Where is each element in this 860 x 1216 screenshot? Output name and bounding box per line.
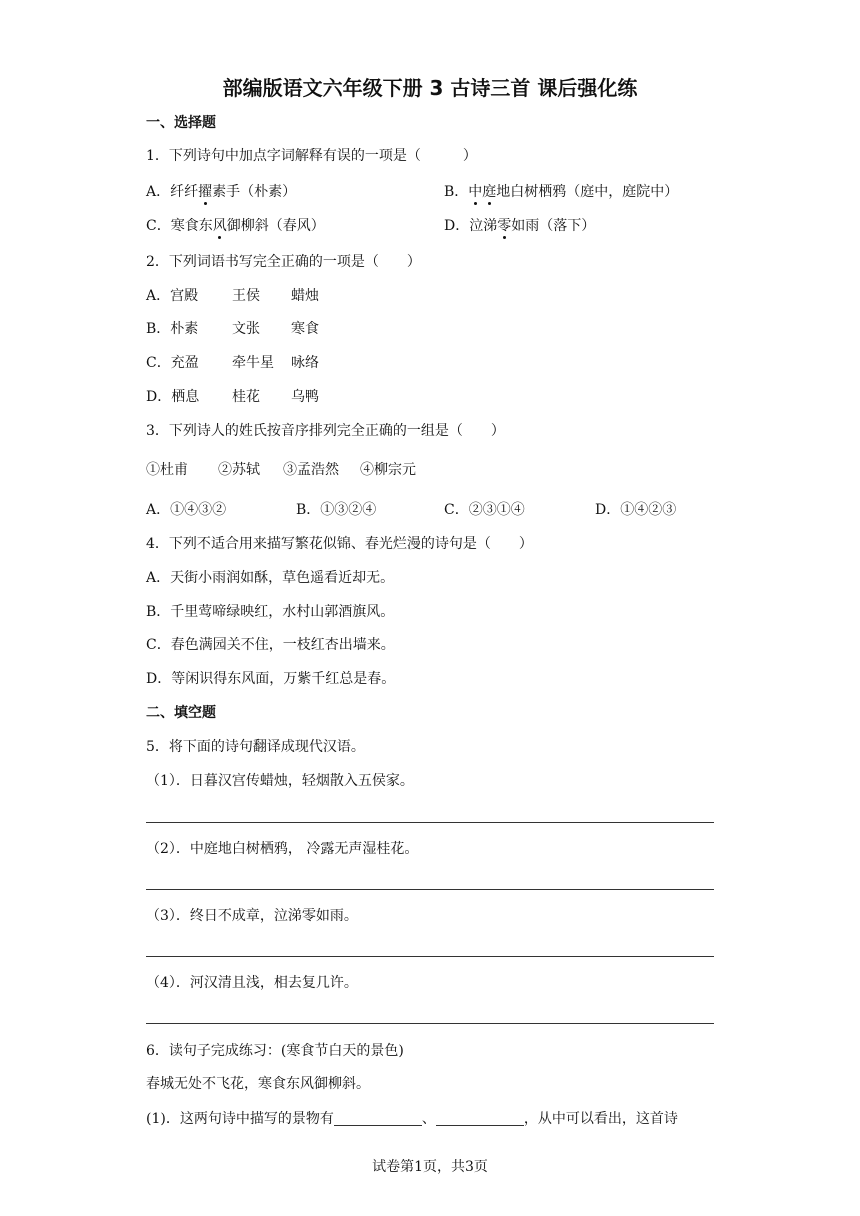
q2-c-word-2: 牵牛星 (232, 355, 274, 371)
q6-poem-line: 春城无处不飞花，寒食东风御柳斜。 (146, 1076, 370, 1092)
q1-a-dotted-char: 擢 (198, 184, 213, 200)
q1-option-c (146, 219, 325, 233)
q2-b-word-2: 文张 (232, 321, 260, 337)
q1-b-post: 地白树栖鸦（庭中，庭院中） (496, 184, 679, 200)
q3-poet-3: ③孟浩然 (283, 462, 339, 478)
q1-stem: 1．下列诗句中加点字词解释有误的一项是（ ） (146, 148, 477, 164)
q5-answer-line-4[interactable] (146, 1023, 714, 1024)
q4-stem: 4．下列不适合用来描写繁花似锦、春光烂漫的诗句是（ ） (146, 536, 533, 552)
q2-option-c (146, 355, 319, 371)
q1-option-b (444, 185, 678, 199)
q5-answer-line-1[interactable] (146, 822, 714, 823)
q3-option-d: D．①④②③ (595, 502, 677, 518)
q6-stem: 6．读句子完成练习：(寒食节白天的景色) (146, 1043, 404, 1059)
q4-option-a: A．天街小雨润如酥，草色遥看近却无。 (146, 570, 395, 586)
q1-option-d (444, 219, 595, 233)
q6-sub1-prefix: (1)．这两句诗中描写的景物有 (146, 1111, 334, 1127)
q1-b-dotted-char-2: 庭 (482, 184, 497, 200)
q1-a-pre: A．纤纤 (146, 184, 199, 200)
q1-a-post: 素手（朴素） (212, 184, 297, 200)
q1-c-dotted-char: 风 (212, 218, 227, 234)
q2-c-word-3: 咏络 (291, 355, 319, 371)
q3-option-a: A．①④③② (146, 502, 227, 518)
q3-option-c: C．②③①④ (444, 502, 525, 518)
q4-option-d: D．等闲识得东风面，万紫千红总是春。 (146, 671, 396, 687)
section-choice-heading: 一、选择题 (146, 115, 216, 131)
q6-blank-2[interactable] (436, 1111, 524, 1126)
q2-a-word-3: 蜡烛 (291, 288, 319, 304)
q2-c-word-1: C．充盈 (146, 355, 199, 371)
q3-poet-1: ①杜甫 (146, 462, 188, 478)
section-fill-heading: 二、填空题 (146, 705, 216, 721)
page-title: 部编版语文六年级下册 3 古诗三首 课后强化练 (222, 76, 638, 100)
q3-poet-4: ④柳宗元 (360, 462, 416, 478)
q6-sub1-suffix: ，从中可以看出，这首诗 (523, 1111, 678, 1127)
q2-d-word-3: 乌鸭 (291, 389, 319, 405)
q5-item-3: （3）．终日不成章，泣涕零如雨。 (146, 908, 358, 924)
q3-stem: 3．下列诗人的姓氏按音序排列完全正确的一组是（ ） (146, 423, 505, 439)
q2-option-a (146, 288, 319, 304)
q2-b-word-3: 寒食 (291, 321, 319, 337)
q1-option-a (146, 185, 296, 199)
q6-sub1 (146, 1111, 678, 1126)
q3-option-b: B．①③②④ (296, 502, 377, 518)
q6-sub1-separator: 、 (421, 1111, 436, 1127)
q2-d-word-1: D．栖息 (146, 389, 200, 405)
q1-d-post: 如雨（落下） (511, 218, 596, 234)
q5-stem: 5．将下面的诗句翻译成现代汉语。 (146, 739, 365, 755)
q1-b-dotted-char-1: 中 (468, 184, 483, 200)
q4-option-c: C．春色满园关不住，一枝红杏出墙来。 (146, 637, 395, 653)
q2-a-word-2: 王侯 (232, 288, 260, 304)
q2-option-b (146, 321, 319, 337)
q2-a-word-1: A．宫殿 (146, 288, 199, 304)
q4-option-b: B．千里莺啼绿映红，水村山郭酒旗风。 (146, 604, 395, 620)
q1-c-pre: C．寒食东 (146, 218, 213, 234)
q2-d-word-2: 桂花 (232, 389, 260, 405)
q5-answer-line-2[interactable] (146, 889, 714, 890)
q2-option-d (146, 389, 319, 405)
q5-item-4: （4）．河汉清且浅，相去复几许。 (146, 975, 358, 991)
q5-item-1: （1）．日暮汉宫传蜡烛，轻烟散入五侯家。 (146, 773, 414, 789)
q5-answer-line-3[interactable] (146, 956, 714, 957)
q2-stem: 2．下列词语书写完全正确的一项是（ ） (146, 254, 421, 270)
q2-b-word-1: B．朴素 (146, 321, 199, 337)
q5-item-2: （2）．中庭地白树栖鸦， 冷露无声湿桂花。 (146, 841, 419, 857)
q1-b-pre: B． (444, 184, 469, 200)
q1-d-dotted-char: 零 (497, 218, 512, 234)
q6-blank-1[interactable] (334, 1111, 422, 1126)
q3-poet-2: ②苏轼 (218, 462, 260, 478)
q1-c-post: 御柳斜（春风） (226, 218, 325, 234)
page-footer: 试卷第1页，共3页 (372, 1159, 488, 1175)
q1-d-pre: D．泣涕 (444, 218, 498, 234)
